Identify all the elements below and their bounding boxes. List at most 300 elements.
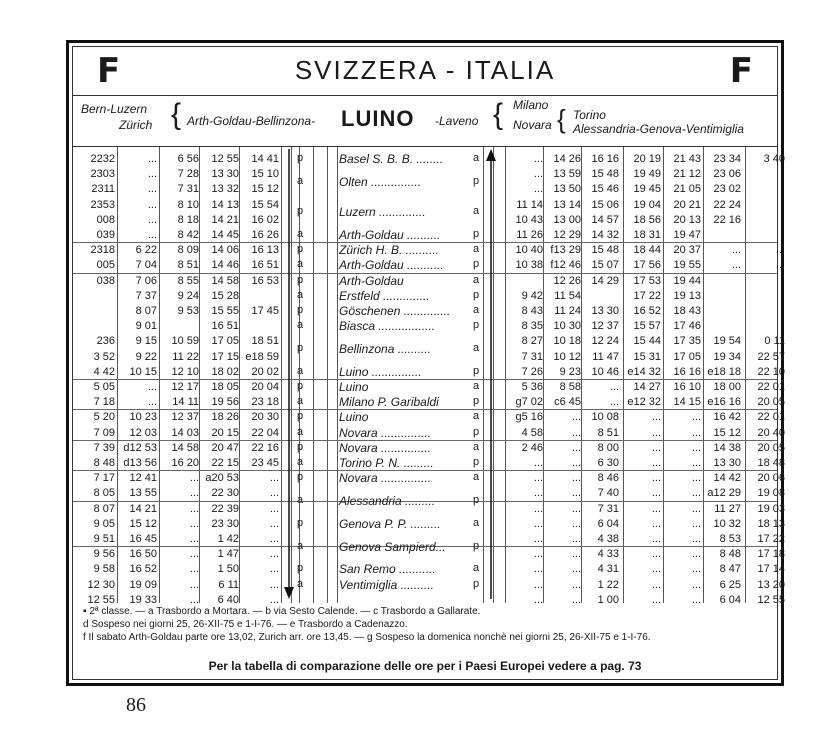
time-cell: 7 06 — [135, 274, 157, 287]
time-cell: 008 — [96, 213, 115, 226]
time-cell: 20 47 — [211, 441, 239, 454]
time-cell: 236 — [96, 335, 115, 348]
time-cell: 17 22 — [633, 289, 661, 302]
time-cell: ... — [691, 487, 701, 500]
time-cell: 17 15 — [211, 350, 239, 363]
time-cell: 19 47 — [673, 229, 701, 241]
time-cell: 15 54 — [251, 198, 279, 211]
time-cell: 10 08 — [591, 411, 619, 424]
arrival-departure-mark: p — [473, 319, 480, 332]
time-cell: 19 56 — [211, 396, 239, 409]
time-cell: 20 19 — [633, 153, 661, 165]
arrival-departure-mark: a — [297, 395, 304, 408]
time-cell: 18 48 — [757, 457, 785, 469]
column-rule — [703, 147, 704, 603]
time-cell: ... — [571, 578, 581, 591]
time-cell: 8 27 — [521, 335, 543, 348]
station-name: Luino ............... — [339, 364, 422, 379]
station-name: Novara ............... — [339, 471, 432, 486]
time-cell: ... — [571, 533, 581, 545]
time-cell: 16 51 — [251, 259, 279, 272]
time-cell: ... — [189, 487, 199, 500]
station-name: Arth-Goldau .......... — [339, 228, 441, 242]
arrival-departure-mark: p — [297, 152, 304, 164]
time-cell: 9 58 — [93, 563, 115, 576]
time-cell: 6 25 — [719, 578, 741, 591]
time-cell: 14 41 — [251, 153, 279, 165]
time-cell: 9 22 — [135, 350, 157, 363]
time-cell: 16 10 — [673, 381, 701, 393]
time-cell: 10 40 — [515, 244, 543, 257]
time-cell: 15 12 — [129, 517, 157, 530]
time-cell: 23 02 — [713, 183, 741, 196]
station-name: Genova P. P. ......... — [339, 516, 441, 531]
time-cell: ... — [731, 259, 741, 272]
time-cell: ... — [269, 472, 279, 485]
time-cell: e18 59 — [245, 350, 279, 363]
time-cell: 13 30 — [591, 305, 619, 317]
time-cell: 14 29 — [591, 274, 619, 287]
route-left-top: Bern-Luzern — [81, 102, 148, 116]
time-cell: 9 05 — [93, 517, 115, 530]
time-cell: 22 16 — [251, 441, 279, 454]
time-cell: 11 54 — [554, 289, 581, 302]
time-cell: 18 43 — [673, 305, 701, 317]
time-cell: 12 55 — [87, 593, 115, 606]
arrival-departure-mark: a — [297, 425, 304, 438]
time-cell: 18 13 — [757, 517, 785, 530]
time-cell: 15 48 — [591, 168, 619, 181]
time-cell: 9 51 — [93, 533, 115, 545]
time-cell: 15 46 — [591, 183, 619, 196]
arrival-departure-mark: a — [473, 273, 480, 286]
time-cell: 2353 — [90, 198, 115, 211]
time-cell: 19 54 — [713, 335, 741, 348]
time-cell: 15 48 — [591, 244, 619, 257]
time-cell: ... — [691, 578, 701, 591]
time-cell: ... — [269, 517, 279, 530]
time-cell: 4 42 — [93, 365, 115, 378]
time-cell: a12 29 — [707, 487, 741, 500]
time-cell: ... — [147, 153, 157, 165]
time-cell: d13 56 — [123, 457, 157, 469]
time-cell: ... — [571, 411, 581, 424]
column-rule — [581, 147, 582, 603]
time-cell: 8 07 — [93, 502, 115, 515]
time-cell: ... — [533, 533, 543, 545]
time-cell: 23 06 — [713, 168, 741, 181]
time-cell: g5 16 — [515, 411, 543, 424]
time-cell: 9 24 — [177, 289, 199, 302]
time-cell: ... — [691, 548, 701, 561]
time-cell: ... — [731, 244, 741, 257]
arrival-departure-mark: a — [297, 539, 304, 552]
time-cell: 13 30 — [713, 457, 741, 469]
time-cell: 005 — [96, 259, 115, 272]
time-cell: 17 14 — [757, 563, 785, 576]
arrival-departure-mark: a — [297, 258, 304, 271]
arrival-departure-mark: p — [473, 494, 480, 506]
time-cell: ... — [651, 517, 661, 530]
time-cell: 10 43 — [515, 213, 543, 226]
time-cell: 22 57 — [757, 350, 785, 363]
time-cell: 15 07 — [591, 259, 619, 272]
time-cell: ... — [189, 517, 199, 530]
station-name: Novara ............... — [339, 440, 432, 455]
time-cell: ... — [691, 502, 701, 515]
time-cell: 22 10 — [757, 365, 785, 378]
time-cell: 14 26 — [553, 153, 581, 165]
arrival-departure-mark: a — [473, 380, 480, 392]
arrival-departure-mark: p — [297, 471, 304, 484]
arrival-departure-mark: p — [473, 577, 480, 590]
time-cell: 16 51 — [211, 320, 239, 333]
time-cell: f13 29 — [550, 244, 581, 257]
time-cell: ... — [571, 548, 581, 561]
time-cell: ... — [691, 533, 701, 545]
column-rule — [199, 147, 200, 603]
time-cell: ... — [651, 533, 661, 545]
time-cell: 7 40 — [597, 487, 619, 500]
time-cell: 14 13 — [211, 198, 239, 211]
arrival-departure-mark: p — [473, 456, 480, 468]
time-cell: 17 45 — [251, 305, 279, 317]
time-cell: 19 13 — [673, 289, 701, 302]
time-cell: 10 46 — [591, 365, 619, 378]
time-cell: ... — [651, 578, 661, 591]
arrival-departure-mark: a — [297, 456, 304, 468]
time-cell: 9 42 — [521, 289, 543, 302]
time-cell: 22 15 — [211, 457, 239, 469]
arrival-departure-mark: p — [297, 410, 304, 423]
page-title: SVIZZERA - ITALIA — [294, 55, 556, 85]
time-cell: 15 28 — [211, 289, 239, 302]
time-cell: ... — [533, 487, 543, 500]
time-cell: 8 05 — [93, 487, 115, 500]
time-cell: ... — [691, 426, 701, 439]
arrival-departure-mark: a — [297, 319, 304, 332]
station-name: Alessandria ......... — [339, 494, 436, 508]
time-cell: 19 55 — [673, 259, 701, 272]
time-cell: 1 22 — [597, 578, 619, 591]
timetable-frame — [66, 40, 784, 686]
time-cell: ... — [269, 548, 279, 561]
arrival-departure-mark: a — [297, 288, 304, 301]
time-cell: 16 53 — [251, 274, 279, 287]
route-right2-bottom: Alessandria-Genova-Ventimiglia — [573, 122, 744, 136]
time-cell: 12 10 — [171, 365, 199, 378]
time-cell: 20 15 — [211, 426, 239, 439]
time-cell: ... — [571, 502, 581, 515]
arrival-departure-mark: a — [473, 342, 480, 354]
time-cell: 7 04 — [135, 259, 157, 272]
time-cell: 18 56 — [633, 213, 661, 226]
time-cell: 17 53 — [633, 274, 661, 287]
page-number: 86 — [126, 694, 146, 716]
time-cell: 21 43 — [673, 153, 701, 165]
time-cell: 23 30 — [211, 517, 239, 530]
time-cell: 19 34 — [713, 350, 741, 363]
time-cell: 14 58 — [171, 441, 199, 454]
time-cell: 10 23 — [129, 411, 157, 424]
time-cell: 7 17 — [93, 472, 115, 485]
time-cell: ... — [651, 441, 661, 454]
time-cell: 6 22 — [135, 244, 157, 257]
time-cell: 4 58 — [521, 426, 543, 439]
time-cell: 15 31 — [633, 350, 661, 363]
time-cell: 8 07 — [135, 305, 157, 317]
time-cell: c6 45 — [554, 396, 581, 409]
time-cell: 1 42 — [217, 533, 239, 545]
time-cell: 12 41 — [129, 472, 157, 485]
route-middle: Arth-Goldau-Bellinzona- — [187, 114, 316, 128]
time-cell: 16 50 — [129, 548, 157, 561]
time-cell: 3 40 — [763, 153, 785, 165]
time-cell: ... — [189, 533, 199, 545]
time-cell: 14 11 — [172, 396, 199, 409]
time-cell: ... — [189, 502, 199, 515]
time-cell: 12 03 — [129, 426, 157, 439]
time-cell: 7 09 — [93, 426, 115, 439]
route-header — [73, 96, 777, 147]
footnote-3: f Il sabato Arth-Goldau parte ore 13,02, Zurich arr. ore 13,45. — g Sospeso la domenica nonchè nei giorni 25, 26-XII-75 e 1-I-76. — [83, 632, 651, 643]
time-cell: 16 52 — [633, 305, 661, 317]
time-cell: d12 53 — [123, 441, 157, 454]
time-cell: 8 51 — [597, 426, 619, 439]
time-cell: 9 53 — [177, 305, 199, 317]
arrival-departure-mark: a — [297, 577, 304, 590]
time-cell: e18 18 — [707, 365, 741, 378]
arrival-departure-mark: a — [473, 410, 480, 423]
time-cell: ... — [189, 563, 199, 576]
time-cell: ... — [533, 548, 543, 561]
arrival-departure-mark: p — [297, 273, 304, 286]
time-cell: 9 23 — [559, 365, 581, 378]
time-cell: 6 56 — [177, 153, 199, 165]
time-cell: 15 06 — [591, 198, 619, 211]
time-cell: 7 26 — [521, 365, 543, 378]
arrival-departure-mark: a — [473, 205, 480, 218]
time-cell: 14 57 — [591, 213, 619, 226]
station-name: Novara ............... — [339, 425, 432, 440]
time-cell: ... — [533, 168, 543, 181]
time-cell: 15 10 — [251, 168, 279, 181]
comparison-note: Per la tabella di comparazione delle ore per i Paesi Europei vedere a pag. 73 — [208, 659, 642, 673]
time-cell: 20 05 — [757, 441, 785, 454]
time-cell: 15 12 — [713, 426, 741, 439]
time-cell: 2232 — [90, 153, 115, 165]
time-cell: 15 44 — [633, 335, 661, 348]
time-cell: e16 16 — [707, 396, 741, 409]
time-cell: 17 22 — [757, 533, 785, 545]
time-cell: g7 02 — [515, 396, 543, 409]
time-cell: 7 31 — [521, 350, 543, 363]
station-name: Ventimiglia .......... — [339, 577, 434, 592]
station-name: Göschenen .............. — [339, 304, 451, 318]
station-name: Luino — [339, 410, 369, 425]
time-cell: 20 13 — [673, 213, 701, 226]
time-cell: 17 18 — [757, 548, 785, 561]
time-cell: 3 52 — [93, 350, 115, 363]
time-cell: 2311 — [91, 183, 115, 196]
time-cell: 20 21 — [673, 198, 701, 211]
time-cell: ... — [691, 441, 701, 454]
time-cell: 9 01 — [135, 320, 157, 333]
arrival-departure-mark: a — [473, 243, 480, 256]
time-cell: 14 45 — [211, 229, 239, 241]
time-cell: ... — [651, 457, 661, 469]
time-cell: 13 30 — [211, 168, 239, 181]
time-cell: 11 24 — [554, 305, 581, 317]
time-cell: ... — [651, 593, 661, 606]
time-cell: 22 01 — [757, 381, 785, 393]
time-cell: 12 37 — [591, 320, 619, 333]
footnote-1: ▪ 2ª classe. — a Trasbordo a Mortara. — b via Sesto Calende. — c Trasbordo a Gallarate. — [83, 606, 481, 617]
time-cell: 7 31 — [597, 502, 619, 515]
time-cell: 7 39 — [93, 441, 115, 454]
time-cell: 14 06 — [211, 244, 239, 257]
time-cell: 039 — [96, 229, 115, 241]
time-cell: 22 16 — [713, 213, 741, 226]
arrival-departure-mark: a — [473, 516, 480, 529]
time-cell: 13 00 — [553, 213, 581, 226]
column-rule — [117, 147, 118, 603]
time-cell: 9 15 — [135, 335, 157, 348]
time-cell: 18 05 — [211, 381, 239, 393]
time-cell: 10 32 — [713, 517, 741, 530]
station-name: Luzern .............. — [339, 205, 426, 220]
time-cell: 4 33 — [597, 548, 619, 561]
arrival-departure-mark: p — [297, 304, 304, 316]
time-cell: 11 27 — [714, 502, 741, 515]
column-rule — [483, 147, 484, 603]
time-cell: 14 58 — [211, 274, 239, 287]
time-cell: ... — [189, 578, 199, 591]
time-cell: ... — [571, 487, 581, 500]
time-cell: ... — [691, 563, 701, 576]
time-cell: ... — [269, 487, 279, 500]
time-cell: 18 31 — [633, 229, 661, 241]
time-cell: ... — [571, 457, 581, 469]
time-cell: ... — [269, 593, 279, 606]
time-cell: 23 34 — [713, 153, 741, 165]
time-cell: 16 52 — [129, 563, 157, 576]
time-cell: 6 40 — [217, 593, 239, 606]
station-name: San Remo ........... — [339, 562, 436, 577]
time-cell: 16 42 — [713, 411, 741, 424]
time-cell: 10 30 — [553, 320, 581, 333]
time-cell: 14 21 — [129, 502, 157, 515]
time-cell: ... — [691, 517, 701, 530]
time-cell: 20 02 — [251, 365, 279, 378]
time-cell: 20 40 — [757, 426, 785, 439]
time-cell: 10 38 — [515, 259, 543, 272]
time-cell: 20 04 — [251, 381, 279, 393]
time-cell: ... — [189, 548, 199, 561]
arrival-departure-mark: p — [473, 288, 480, 301]
arrival-departure-mark: p — [297, 243, 304, 256]
time-cell: 7 37 — [135, 289, 157, 302]
time-cell: 7 18 — [93, 396, 115, 409]
time-cell: 17 56 — [633, 259, 661, 272]
column-rule — [543, 147, 544, 603]
time-cell: 16 02 — [251, 213, 279, 226]
time-cell: 22 39 — [211, 502, 239, 515]
time-cell: 5 20 — [93, 411, 115, 424]
time-cell: ... — [147, 198, 157, 211]
brace-right: { — [557, 104, 566, 134]
arrival-departure-mark: p — [297, 562, 304, 575]
station-name: Bellinzona .......... — [339, 342, 432, 356]
station-name: Erstfeld .............. — [339, 288, 430, 303]
time-cell: 12 17 — [171, 381, 199, 393]
row-separator — [73, 379, 777, 380]
time-cell: 8 55 — [177, 274, 199, 287]
arrival-departure-mark: p — [297, 380, 304, 392]
timetable-grid — [73, 147, 785, 606]
time-cell: 20 37 — [673, 244, 701, 257]
time-cell: ... — [691, 457, 701, 469]
column-rule — [313, 147, 314, 603]
time-cell: 10 15 — [129, 365, 157, 378]
time-cell: 19 45 — [633, 183, 661, 196]
time-cell: ... — [691, 472, 701, 485]
column-rule — [327, 147, 328, 603]
arrow-down-icon — [284, 149, 294, 599]
route-main: LUINO — [341, 106, 415, 131]
row-separator — [73, 273, 777, 274]
time-cell: 8 53 — [719, 533, 741, 545]
time-cell: ... — [571, 563, 581, 576]
arrival-departure-mark: p — [473, 228, 480, 240]
time-cell: ... — [269, 533, 279, 545]
time-cell: 17 05 — [211, 335, 239, 348]
time-cell: 12 37 — [171, 411, 199, 424]
time-cell: 14 21 — [211, 213, 239, 226]
time-cell: ... — [147, 396, 157, 409]
arrival-departure-mark: a — [297, 364, 304, 377]
time-cell: 22 01 — [757, 411, 785, 424]
route-after-main: -Laveno — [435, 114, 479, 128]
arrival-departure-mark: p — [473, 539, 480, 552]
arrival-departure-mark: p — [297, 440, 304, 453]
time-cell: ... — [189, 593, 199, 606]
time-cell: 12 55 — [211, 153, 239, 165]
time-cell: 18 51 — [251, 335, 279, 348]
column-rule — [745, 147, 746, 603]
time-cell: 11 22 — [172, 350, 199, 363]
time-cell: e14 32 — [627, 365, 661, 378]
time-cell: 1 47 — [217, 548, 239, 561]
station-name: Olten ............... — [339, 174, 422, 189]
time-cell: 19 03 — [757, 502, 785, 515]
time-cell: 10 12 — [553, 350, 581, 363]
time-cell: ... — [775, 244, 785, 257]
arrival-departure-mark: a — [473, 471, 480, 484]
time-cell: ... — [533, 457, 543, 469]
column-rule — [505, 147, 506, 603]
arrival-departure-mark: p — [297, 342, 304, 354]
time-cell: 2303 — [90, 168, 115, 181]
station-name: Arth-Goldau ........... — [339, 258, 444, 273]
time-cell: ... — [533, 472, 543, 485]
time-cell: ... — [571, 472, 581, 485]
time-cell: 6 04 — [719, 593, 741, 606]
time-cell: 8 42 — [177, 229, 199, 241]
time-cell: ... — [651, 563, 661, 576]
time-cell: 22 30 — [211, 487, 239, 500]
time-cell: ... — [533, 563, 543, 576]
